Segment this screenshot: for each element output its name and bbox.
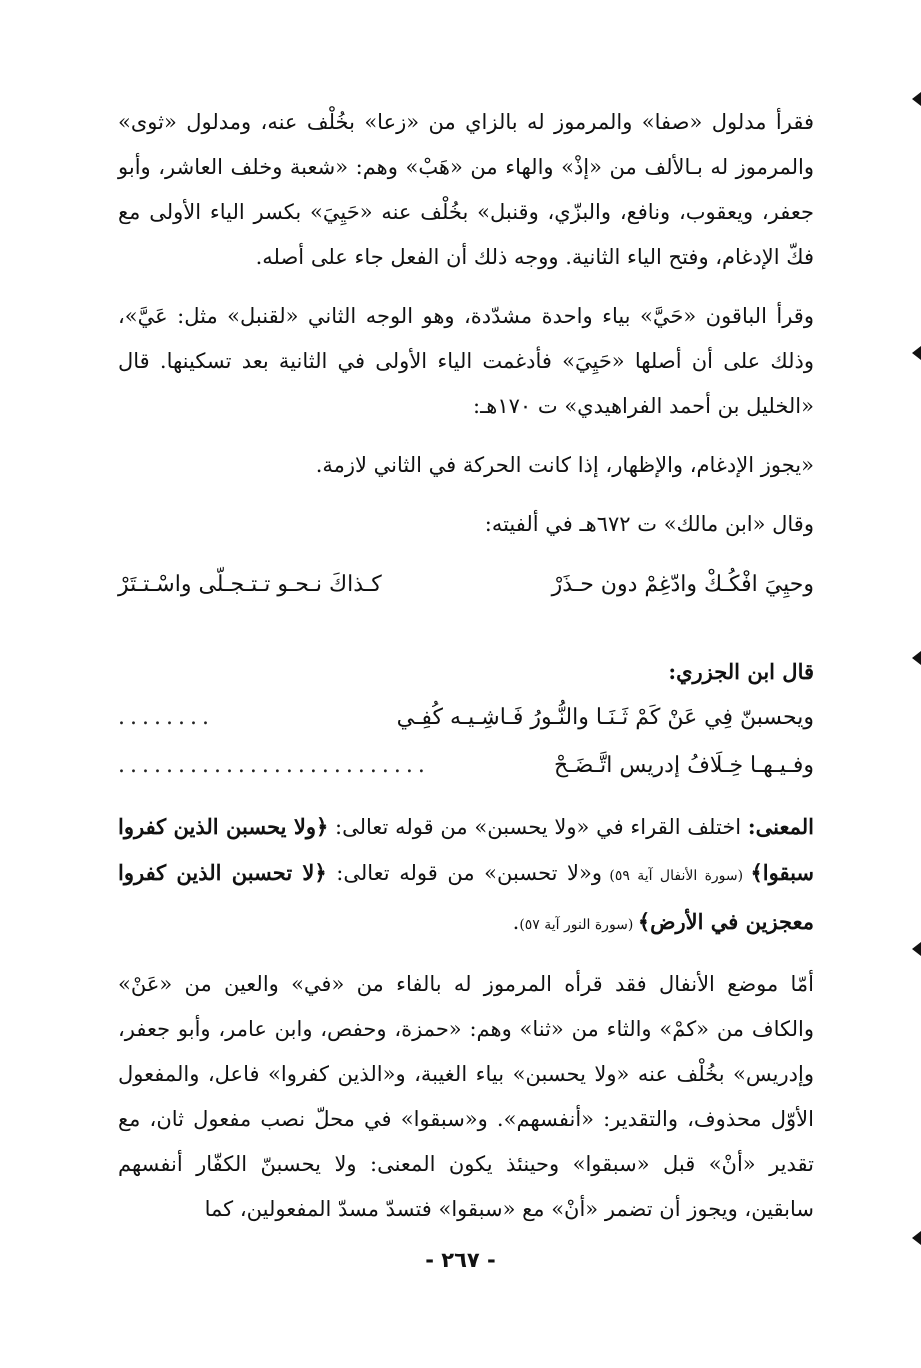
paragraph-2: وقرأ الباقون «حَيَّ» بياء واحدة مشدّدة، وهو الوجه الثاني «لقنبل» مثل: عَيَّ»، وذلك على أن أصلها «حَيِيَ» فأدغمت الياء الأولى في الثانية بعد تسكينها. قال «الخليل بن أحمد الفراهيدي» ت ١٧٠هـ: — [118, 304, 814, 418]
ayah-nur-reference: (سورة النور آية ٥٧) — [519, 917, 638, 933]
meaning-label: المعنى: — [747, 814, 814, 839]
ayah-anfal: ﴿ولا يحسبن الذين كفروا سبقوا﴾ — [118, 814, 815, 885]
verse-first-hemistich: وحيِيَ افْكُـكْ وادّغِمْ دون حـذَرْ — [551, 572, 814, 597]
meaning-paragraph — [118, 804, 814, 948]
ayah-nur: ﴿لا تحسبن الذين كفروا معجزين في الأرض﴾ — [118, 860, 814, 934]
jazari-verse-line-1 — [118, 694, 814, 742]
alfiyyah-verse — [118, 561, 814, 609]
meaning-text-2: و«لا تحسبن» من قوله تعالى: — [326, 861, 603, 885]
meaning-end: . — [512, 910, 520, 934]
paragraph-1: فقرأ مدلول «صفا» والمرموز له بالزاي من «زعا» بخُلْف عنه، ومدلول «ثوى» والمرموز له بـالألف من «إذْ» والهاء من «هَبْ» وهم: «شعبة وخلف العاشر، وأبو جعفر، ويعقوب، ونافع، والبزّي، وقنبل» بخُلْف عنه «حَيِيَ» بكسر الياء الأولى مع فكّ الإدغام، وفتح الياء الثانية. ووجه ذلك أن الفعل جاء على أصله. — [118, 110, 814, 269]
jazari-verse-line-2 — [118, 742, 814, 790]
margin-marker-icon — [912, 651, 921, 665]
verse-line-2-dots: .......................... — [118, 753, 430, 778]
margin-marker-icon — [912, 92, 921, 106]
ayah-anfal-reference: (سورة الأنفال آية ٥٩) — [602, 868, 751, 884]
page-number: - ٢٦٧ - — [425, 1248, 496, 1272]
margin-marker-icon — [912, 942, 921, 956]
paragraph-3: وقال «ابن مالك» ت ٦٧٢هـ في ألفيته: — [484, 512, 814, 536]
page-body — [118, 100, 814, 1232]
margin-marker-icon — [912, 1231, 921, 1245]
verse-line-1-text: ويحسبنّ فِي عَنْ كَمْ ثَـنَـا والنُّـورُ فَـاشِـيـه كُفِـي — [396, 705, 814, 730]
margin-marker-icon — [912, 346, 921, 360]
verse-second-hemistich: كـذاكَ نـحـو تـتـجـلّى واسْـتـتَرْ — [118, 572, 382, 597]
section-heading: قال ابن الجزري: — [668, 659, 814, 684]
khalil-quote: «يجوز الإدغام، والإظهار، إذا كانت الحركة في الثاني لازمة. — [315, 453, 814, 477]
meaning-text-1: اختلف القراء في «ولا يحسبن» من قوله تعالى: — [328, 815, 748, 839]
paragraph-4: أمّا موضع الأنفال فقد قرأه المرموز له بالفاء من «في» والعين من «عَنْ» والكاف من «كمْ» والثاء من «ثنا» وهم: «حمزة، وحفص، وابن عامر، وأبو جعفر، وإدريس» بخُلْف عنه «ولا يحسبن» بياء الغيبة، و«الذين كفروا» فاعل، والمفعول الأوّل محذوف، والتقدير: «أنفسهم». و«سبقوا» في محلّ نصب مفعول ثان، مع تقدير «أنْ» قبل «سبقوا» وحينئذ يكون المعنى: ولا يحسبنّ الكفّار أنفسهم سابقين، ويجوز أن تضمر «أنْ» مع «سبقوا» فتسدّ مسدّ المفعولين، كما — [118, 972, 814, 1221]
verse-line-1-dots: ........ — [118, 705, 214, 730]
verse-line-2-text: وفـيـهـا خِـلَافُ إدريس اتَّـضَـحْ — [553, 753, 814, 778]
